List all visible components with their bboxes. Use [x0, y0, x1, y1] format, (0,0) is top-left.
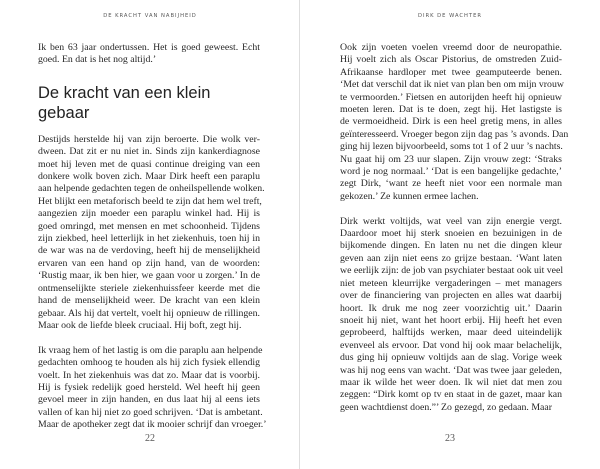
- text-line: Ik vraag hem of het lastig is om die paraplu aan helpende: [38, 344, 263, 356]
- page-number-right: 23: [445, 433, 455, 444]
- page-number-left: 22: [145, 433, 155, 444]
- text-line: we eerlijk zijn: de job van psychiater bestaat ook uit veel: [340, 265, 564, 277]
- right-paragraph-1: [340, 42, 569, 203]
- text-line: hoort. Ik druk me nog zeer voorzichtig uit.’ Daarin: [340, 302, 562, 314]
- text-line: donkere wolk boven zich. Maar Dirk heeft een paraplu: [38, 171, 260, 183]
- text-line: goed. En dat is het nog altijd.’: [38, 54, 157, 66]
- text-line: zegt Dirk, ‘want ze heeft niet voor een normale man: [340, 178, 562, 190]
- running-head-left: DE KRACHT VAN NABIJHEID: [103, 13, 197, 19]
- text-line: moet hij leven met de quasi continue dreiging van een: [38, 158, 260, 170]
- text-line: moeten leren. Dat is te doen, zegt hij. Het lastigste is: [340, 104, 562, 116]
- text-line: zijn ziekbed, heel letterlijk in het ziekenhuis, toen hij in: [38, 233, 260, 245]
- text-line: Dirk werkt voltijds, wat veel van zijn energie vergt.: [340, 215, 562, 227]
- text-line: Destijds herstelde hij van zijn beroerte. Die wolk ver-: [38, 133, 260, 145]
- text-line: geven aan zijn niet eens zo grijze bestaan. ‘Want laten: [340, 252, 562, 264]
- running-head-right: DIRK DE WACHTER: [418, 13, 482, 19]
- text-line: Nu gaat hij om 23 uur slapen. Zijn vrouw zegt: ‘Straks: [340, 153, 562, 165]
- text-line: Daardoor moet hij sterk snoeien en bezuinigen in de: [340, 228, 562, 240]
- text-line: bijkomende dingen. En laten nu net die dingen kleur: [340, 240, 562, 252]
- text-line: vallen of kan hij niet zo goed schrijven. ‘Dat is ambetant.: [38, 406, 263, 418]
- text-line: Ik ben 63 jaar ondertussen. Het is goed geweest. Echt: [38, 42, 260, 53]
- text-line: Hij voelt zich als Oscar Pistorius, de omstreden Zuid-: [340, 54, 562, 66]
- text-line: de war was na de verdoving, heeft hij de menselijkheid: [38, 245, 260, 257]
- text-line: niet meteen kleurrijke vergaderingen – met managers: [340, 277, 562, 289]
- text-line: ‘Rustig maar, ik ben hier, we gaan voor u zorgen.’ In de: [38, 270, 260, 282]
- text-line: ontmenselijkte steriele ziekenhuissfeer keerde met die: [38, 282, 260, 294]
- text-line: was hij nog eens van wacht. ‘Dat was twee jaar geleden,: [340, 364, 562, 376]
- text-line: de vermoeidheid. Dirk is een heel gretig mens, in alles: [340, 116, 562, 128]
- text-line: geprobeerd, halftijds werken, maar deed uiteindelijk: [340, 327, 562, 339]
- text-line: voelt. In het ziekenhuis was dat zo. Maar dat is voorbij.: [38, 369, 260, 381]
- text-line: ging hij lezen bijvoorbeeld, soms tot 1 of 2 uur ’s nachts.: [340, 141, 563, 153]
- text-line: aan helpende gedachten tegen de onheilspellende wolken.: [38, 183, 265, 195]
- text-line: snoeit hij niet, want het hoort erbij. Hij heeft het even: [340, 314, 562, 326]
- chapter-title: De kracht van een klein gebaar: [38, 83, 211, 122]
- text-line: dween. Dat zit er nu niet in. Sinds zijn kankerdiagnose: [38, 146, 260, 158]
- opening-paragraph: [38, 42, 260, 67]
- text-line: gevoel meer in zijn handen, en dus laat hij al eens iets: [38, 394, 260, 406]
- text-line: gedachten omhoog te houden als hij zich fysiek ellendig: [38, 357, 260, 369]
- text-line: Het blijkt een metaforisch beeld te zijn dat hem wel treft,: [38, 195, 262, 207]
- text-line: word je nog normaal.’ ‘Dat is een bangelijke gedachte,’: [340, 166, 562, 178]
- text-line: Maar de apotheker zegt dat ik mooier schrijf dan vroeger.’: [38, 419, 267, 431]
- right-paragraph-2: [340, 216, 562, 415]
- text-line: over de financiering van projecten en alles wat daarbij: [340, 290, 562, 302]
- text-line: ‘Met dat verschil dat ik niet van plan ben om mijn vrouw: [340, 79, 564, 91]
- text-line: Ook zijn voeten voelen vreemd door de neuropathie.: [340, 42, 562, 53]
- left-paragraph-2: [38, 344, 267, 432]
- text-line: maar ik wilde het weer doen. Ik wil niet dat men zou: [340, 376, 562, 388]
- right-page: [300, 0, 600, 469]
- text-line: Afrikaanse hardloper met twee geamputeerde benen.: [340, 66, 562, 78]
- text-line: goed omringd, met mensen en met schoonheid. Tijdens: [38, 220, 260, 232]
- text-line: gebaar. Als hij dat vertelt, voelt hij opnieuw de rillingen.: [38, 307, 260, 319]
- text-line: dus ging hij opnieuw voltijds aan de slag. Vorige week: [340, 352, 562, 364]
- text-line: hand de menselijkheid weer. De kracht van een klein: [38, 295, 260, 307]
- text-line: zeggen: “Dirk komt op tv en staat in de gazet, maar kan: [340, 389, 562, 401]
- text-line: ervaren van een hand op zijn hand, van de woorden:: [38, 257, 260, 269]
- text-line: aangezien zijn moeder een paraplu winkel had. Hij is: [38, 208, 260, 220]
- left-paragraph-1: [38, 133, 265, 333]
- left-text-block: [38, 42, 267, 432]
- text-line: te vermoorden.’ Fietsen en autorijden heeft hij opnieuw: [340, 91, 562, 103]
- text-line: Maar ook de liefde bleek cruciaal. Hij boft, zegt hij.: [38, 319, 242, 331]
- right-text-block: [340, 42, 569, 414]
- text-line: geïnteresseerd. Vroeger begon zijn dag pas ’s avonds. Dan: [340, 128, 569, 140]
- text-line: geen wachtdienst doen.”’ Zo gezegd, zo gedaan. Maar: [340, 401, 552, 413]
- text-line: evenveel als ervoor. Dat vond hij ook maar belachelijk,: [340, 339, 562, 351]
- text-line: gekozen.’ Ze kunnen ermee lachen.: [340, 190, 479, 202]
- text-line: Hij is fysiek redelijk goed hersteld. Wel heeft hij geen: [38, 381, 260, 393]
